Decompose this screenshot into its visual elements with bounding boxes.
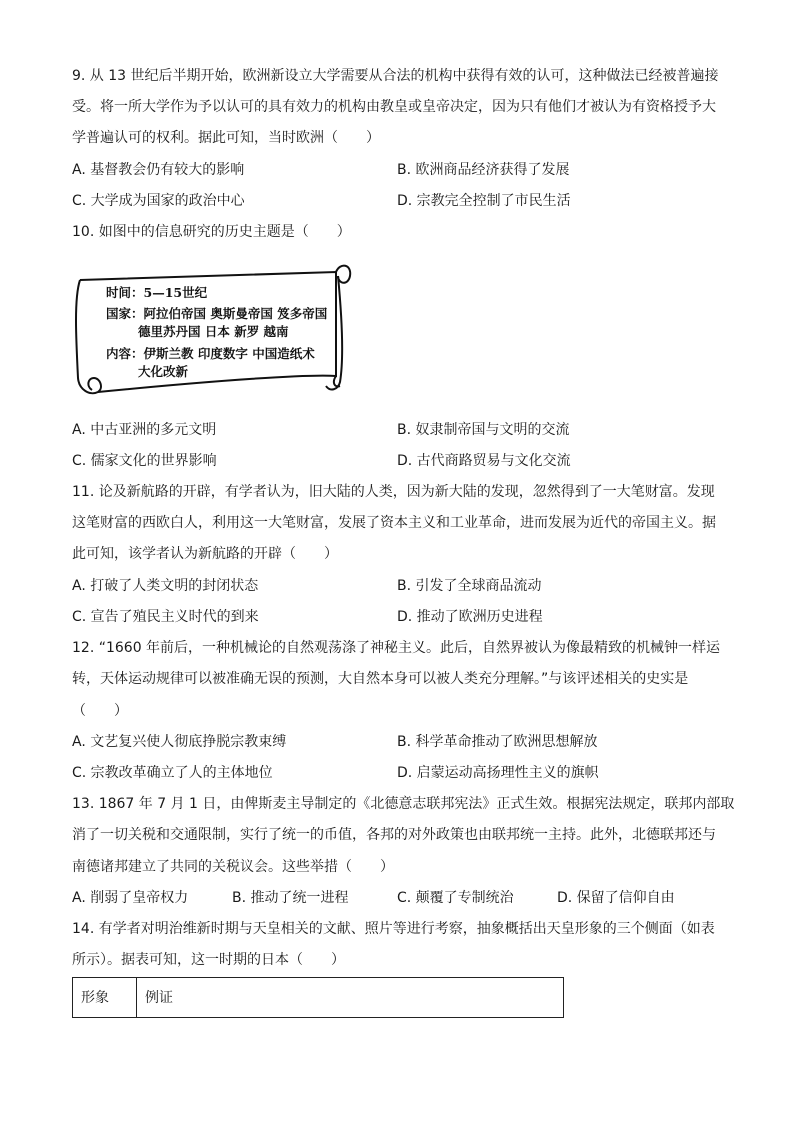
q12-stem-line-1: 12. “1660 年前后，一种机械论的自然观荡涤了神秘主义。此后，自然界被认为像最精致的机械钟一样运	[72, 640, 721, 656]
q12-option-c[interactable]: C. 宗教改革确立了人的主体地位	[72, 765, 273, 781]
q14-table	[72, 977, 564, 1018]
q10-stem: 10. 如图中的信息研究的历史主题是（ ）	[72, 224, 351, 240]
q12-option-a[interactable]: A. 文艺复兴使人彻底挣脱宗教束缚	[72, 734, 287, 750]
q13-option-c[interactable]: C. 颠覆了专制统治	[397, 890, 514, 906]
scroll-line-time: 时间：5—15世纪	[106, 285, 208, 300]
q14-stem-line-2: 所示）。据表可知，这一时期的日本（ ）	[72, 952, 345, 968]
q10-option-c[interactable]: C. 儒家文化的世界影响	[72, 453, 217, 469]
scroll-line-countries: 国家：阿拉伯帝国 奥斯曼帝国 笈多帝国	[106, 306, 328, 321]
q9-option-b[interactable]: B. 欧洲商品经济获得了发展	[397, 162, 570, 178]
q11-stem-line-2: 这笔财富的西欧白人，利用这一大笔财富，发展了资本主义和工业革命，进而发展为近代的帝国主义。据	[72, 515, 716, 531]
q10-scroll-figure	[70, 258, 352, 400]
q11-stem-line-3: 此可知，该学者认为新航路的开辟（ ）	[72, 546, 338, 562]
q13-option-d[interactable]: D. 保留了信仰自由	[557, 890, 675, 906]
q13-option-b[interactable]: B. 推动了统一进程	[232, 890, 349, 906]
q10-option-a[interactable]: A. 中古亚洲的多元文明	[72, 422, 217, 438]
scroll-line-countries-2: 德里苏丹国 日本 新罗 越南	[138, 324, 289, 339]
q11-option-a[interactable]: A. 打破了人类文明的封闭状态	[72, 578, 259, 594]
q11-stem-line-1: 11. 论及新航路的开辟，有学者认为，旧大陆的人类，因为新大陆的发现，忽然得到了一大笔财富。发现	[72, 484, 715, 500]
q9-option-a[interactable]: A. 基督教会仍有较大的影响	[72, 162, 245, 178]
q14-stem-line-1: 14. 有学者对明治维新时期与天皇相关的文献、照片等进行考察，抽象概括出天皇形象的三个侧面（如表	[72, 921, 715, 937]
q13-stem-line-3: 南德诸邦建立了共同的关税议会。这些举措（ ）	[72, 859, 394, 875]
q11-option-b[interactable]: B. 引发了全球商品流动	[397, 578, 542, 594]
q14-table-header-evidence: 例证	[145, 990, 173, 1006]
scroll-line-content-2: 大化改新	[138, 364, 189, 379]
q13-option-a[interactable]: A. 削弱了皇帝权力	[72, 890, 189, 906]
q11-option-c[interactable]: C. 宣告了殖民主义时代的到来	[72, 609, 259, 625]
q12-option-d[interactable]: D. 启蒙运动高扬理性主义的旗帜	[397, 765, 599, 781]
q10-option-b[interactable]: B. 奴隶制帝国与文明的交流	[397, 422, 570, 438]
q13-stem-line-2: 消了一切关税和交通限制，实行了统一的币值，各邦的对外政策也由联邦统一主持。此外，北德联邦还与	[72, 827, 716, 843]
q9-stem-line-1: 9. 从 13 世纪后半期开始，欧洲新设立大学需要从合法的机构中获得有效的认可，这种做法已经被普遍接	[72, 68, 719, 84]
q9-option-d[interactable]: D. 宗教完全控制了市民生活	[397, 193, 571, 209]
q9-stem-line-3: 学普遍认可的权利。据此可知，当时欧洲（ ）	[72, 130, 380, 146]
q12-stem-line-2: 转，天体运动规律可以被准确无误的预测，大自然本身可以被人类充分理解。”与该评述相关的史实是	[72, 671, 689, 687]
scroll-line-content: 内容：伊斯兰教 印度数字 中国造纸术	[106, 346, 315, 361]
q9-stem-line-2: 受。将一所大学作为予以认可的具有效力的机构由教皇或皇帝决定，因为只有他们才被认为有资格授予大	[72, 99, 716, 115]
q12-option-b[interactable]: B. 科学革命推动了欧洲思想解放	[397, 734, 598, 750]
q11-option-d[interactable]: D. 推动了欧洲历史进程	[397, 609, 543, 625]
q13-stem-line-1: 13. 1867 年 7 月 1 日，由俾斯麦主导制定的《北德意志联邦宪法》正式生效。根据宪法规定，联邦内部取	[72, 796, 735, 812]
q9-option-c[interactable]: C. 大学成为国家的政治中心	[72, 193, 245, 209]
q12-stem-line-3: （ ）	[72, 703, 128, 719]
q10-option-d[interactable]: D. 古代商路贸易与文化交流	[397, 453, 571, 469]
q14-table-header-image: 形象	[73, 978, 137, 1017]
